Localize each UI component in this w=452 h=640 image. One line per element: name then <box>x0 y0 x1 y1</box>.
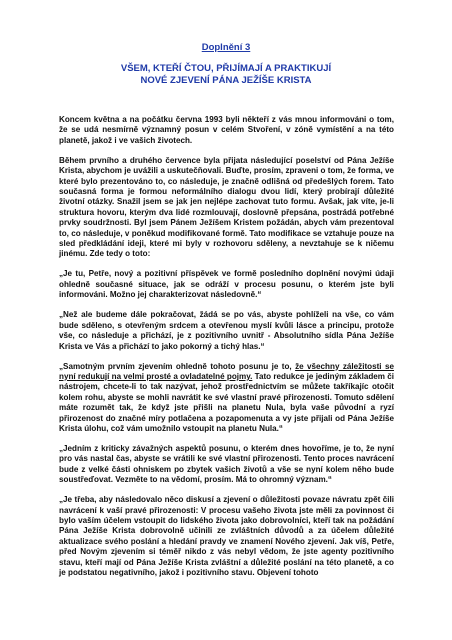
paragraph-3: „Je tu, Petře, nový a pozitivní příspěvek ve formě posledního doplnění novými údaji ohledně současné situace, jak se odráží v procesu posunu, o kterém jste byli informováni. Možno jej charakterizovat následovně.“ <box>59 269 394 300</box>
subtitle-line-1: VŠEM, KTEŘÍ ČTOU, PŘIJÍMAJÍ A PRAKTIKUJÍ <box>120 63 332 74</box>
paragraph-4: „Než ale budeme dále pokračovat, žádá se po vás, abyste pohlíželi na vše, co vám bude sděleno, s otevřeným srdcem a otevřenou myslí kvůli lásce a principu, protože vše, co následuje a přichází, je z pozitivního uvnitř - Absolutního sídla Pána Ježíše Krista ve Vás a přichází to jako pokorný a tichý hlas.“ <box>59 310 394 351</box>
paragraph-5-end: Tato redukce je jediným základem či nástrojem, chcete-li to tak nazývat, jehož prostřednictvím se můžete takříkajíc otočit kolem rohu, abyste se mohli navrátit ke své vlastní pravé přirozenosti. Tomuto sdělení máte rozumět tak, že když jste přišli na planetu Nula, byla vaše původní a ryzí přirozenost do značné míry potlačena a pozapomenuta a vy jste přijali od Pána Ježíše Krista úlohu, což vám umožnilo vstoupit na planetu Nula.“ <box>59 371 394 433</box>
page-title: Doplnění 3 <box>201 42 251 53</box>
paragraph-5 <box>59 362 394 435</box>
subtitle-line-2: NOVÉ ZJEVENÍ PÁNA JEŽÍŠE KRISTA <box>140 75 312 86</box>
paragraph-5-underlined: že všechny záležitosti se nyní redukují na velmi prosté a ovladatelné pojmy. <box>59 361 394 381</box>
paragraph-6: „Jedním z kriticky závažných aspektů posunu, o kterém dnes hovoříme, je to, že nyní pro vás nastal čas, abyste se vrátili ke své vlastní přirozenosti. Tento proces navrácení bude z velké části ohniskem po zbytek vašich životů a vše se nyní kolem něho bude soustřeďovat. Vezměte to na vědomí, prosím. Má to ohromný význam.“ <box>59 443 394 485</box>
paragraph-1: Koncem května a na počátku června 1993 byli někteří z vás mnou informováni o tom, že se udá nesmírně významný posun v celém Stvoření, v zóně vymístění a na této planetě, jakož i ve vašich životech. <box>59 115 394 145</box>
paragraph-5-start: „Samotným prvním zjevením ohledně tohoto posunu je to, <box>59 361 296 371</box>
document-body <box>59 115 394 578</box>
paragraph-7: „Je třeba, aby následovalo něco diskusí a zjevení o důležitosti povaze návratu zpět čili navrácení k vaší pravé přirozenosti: V procesu vašeho života jste měli za povinnost či bylo vaším účelem vstoupit do lidského života jako dobrovolníci, kteří tak na požádání Pána Ježíše Krista dobrovolně učinili ze zvláštních důvodů a za účelem důležité aktualizace svého poslání a hledání pravdy ve znamení Nového zjevení. Jak víš, Petře, před Novým zjevením si téměř nikdo z vás nebyl vědom, že jste agenty pozitivního stavu, kteří mají od Pána Ježíše Krista zvláštní a důležité poslání na této planetě, a co je podstatou negativního, jakož i pozitivního stavu. Objevení tohoto <box>59 495 394 577</box>
paragraph-2: Během prvního a druhého července byla přijata následující poselství od Pána Ježíše Krista, abychom je uvážili a uskutečňovali. Buďte, prosím, zpraveni o tom, že forma, ve které bylo prezentováno to, co následuje, je značně odlišná od předešlých forem. Tato současná forma je formou neformálního dialogu dvou lidí, který probírají důležité životní otázky. Snažil jsem se jak jen nejlépe zachovat tuto formu. Avšak, jak víte, je-li struktura hovoru, kterým dva lidé rozmlouvají, doslovně přepsána, postrádá potřebné prvky soudržnosti. Byl jsem Pánem Ježíšem Kristem požádán, abych vám prezentoval to, co následuje, v poněkud modifikované formě. Tato modifikace se vztahuje pouze na sled předkládání ideji, které mi byly v rozhovoru sděleny, a nevztahuje se k ničemu jinému. Zde tedy o toto: <box>59 155 394 259</box>
page-subtitle <box>0 63 452 87</box>
